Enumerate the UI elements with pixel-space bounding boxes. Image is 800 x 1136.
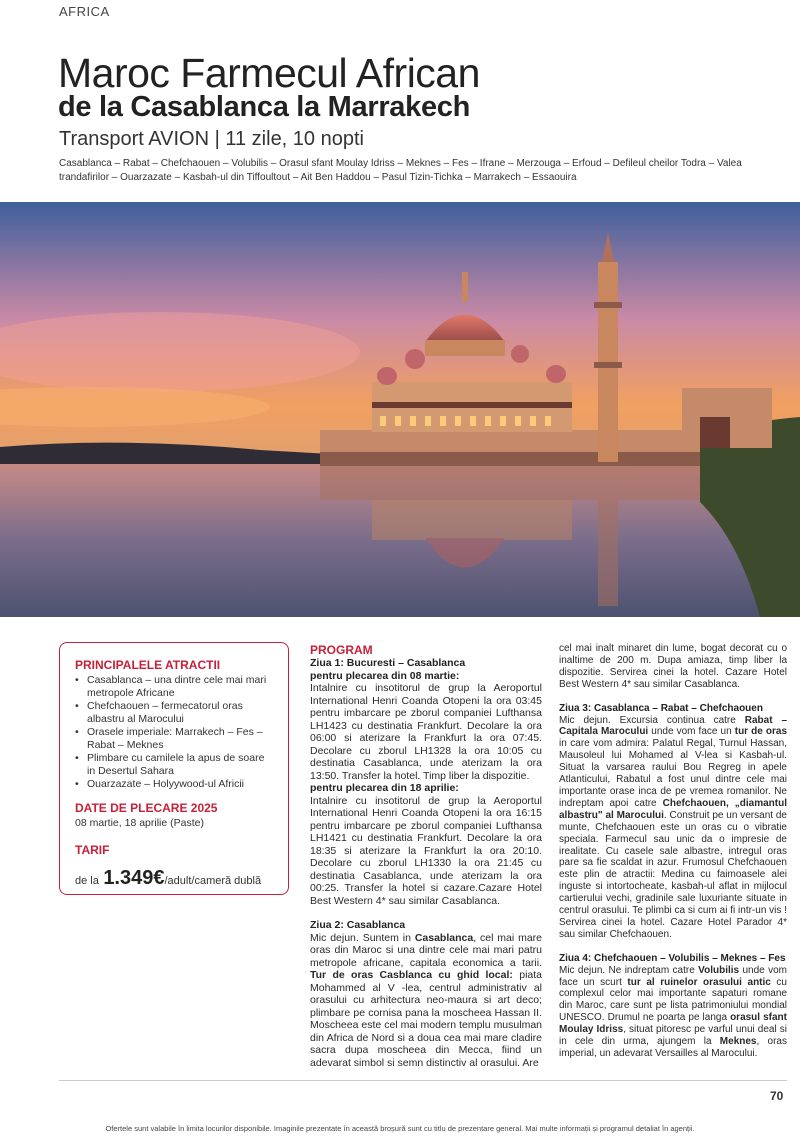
dates-heading: DATE DE PLECARE 2025 bbox=[75, 801, 218, 815]
day3-title: Ziua 3: Casablanca – Rabat – Chefchaouen bbox=[559, 702, 763, 714]
route-list: Casablanca – Rabat – Chefchaouen – Volubilis – Orasul sfant Moulay Idriss – Meknes – Fes – Ifrane – Merzouga – Erfoud – Defileul cheilor Todra – Valea trandafirilor – Ouarzazate – Kasbah-ul din Tiffoultout – Ait Ben Haddou – Pasul Tizin-Tichka – Marrakech – Essaouira bbox=[59, 158, 742, 183]
highlights-box bbox=[59, 642, 289, 895]
day4-title: Ziua 4: Chefchaouen – Volubilis – Meknes – Fes bbox=[559, 952, 786, 964]
region-label: AFRICA bbox=[59, 4, 110, 19]
day1-text-2: Intalnire cu insotitorul de grup la Aeroportul International Henri Coanda Otopeni la ora 16:15 pentru imbarcare pe zborul companiei Lufthansa LH1421 cu destinatia Frankfurt. Decolare la ora 18:35 si aterizare la Frankfurt la ora 20:10. Decolare cu zborul LH1330 la ora 21:45 cu destinatia Casablanca, unde aterizam la ora 00:25. Transfer la hotel si cazare.Cazare Hotel Best Western 4* sau similar Casablanca. bbox=[310, 794, 542, 907]
attraction-item: • Ouarzazate – Holyywood-ul Africii bbox=[75, 778, 274, 791]
program-column-2 bbox=[559, 643, 787, 1060]
price-amount: 1.349€ bbox=[103, 867, 165, 889]
transport-info: Transport AVION | 11 zile, 10 nopti bbox=[59, 128, 364, 150]
day1-departure-1: pentru plecarea din 08 martie: bbox=[310, 669, 460, 682]
footer-disclaimer: Ofertele sunt valabile în limita locurilor disponibile. Imaginile prezentate în această broșură sunt cu titlu de prezentare general. Mai multe informații și programul detaliat în agenții. bbox=[105, 1124, 695, 1133]
departure-dates: 08 martie, 18 aprilie (Paste) bbox=[75, 817, 204, 829]
day1-text-1: Intalnire cu insotitorul de grup la Aeroportul International Henri Coanda Otopeni la ora 03:45 pentru imbarcare pe zborul companiei Lufthansa LH1423 cu destinatia Frankfurt. Decolare la ora 06:00 si aterizare la Frankfurt la ora 07:45. Decolare cu zborul LH1328 la ora 10:05 cu destinatia Casablanca, unde aterizam la ora 13:50. Transfer la hotel. Timp liber la dispozitie. bbox=[310, 682, 542, 782]
day3-text: Mic dejun. Excursia continua catre Rabat – Capitala Marocului unde vom face un tur de oras in care vom admira: Palatul Regal, Turnul Hassan, Mausoleul lui Mohamed al V-lea si Kasbah-ul. Situat la varsarea raului Bou Regreg in apele Atlanticului, Rabatul a fost unul dintre cele mai importante orase inca de pe vremea romanilor. Ne indreptam apoi catre Chefchaouen, „diamantul albastru" al Marocului. Construit pe un versant de munte, Chefchaouen este un oras cu o vibratie speciala. Farmecul sau unic da o impresie de irealitate. Cu casele sale albastre, intregul oras pare sa fie scaldat in azur. Frumosul Chefchaouen este plin de atractii: Medina cu faimoasele alei inguste si intortocheate, kasbah-ul aflat in mijlocul cartierului vechi, gradinile sale luxuriante situate in centrul orasului. Te plimbi ca si cum ai fi intr-un vis ! Servirea cinei la hotel. Cazare Hotel Parador 4* sau similar Chefchaouen. bbox=[559, 714, 788, 940]
program-heading: PROGRAM bbox=[310, 643, 373, 657]
attraction-item: • Chefchaouen – fermecatorul oras albastru al Marocului bbox=[75, 700, 274, 726]
day1-title: Ziua 1: Bucuresti – Casablanca bbox=[310, 657, 466, 669]
attraction-item: • Orasele imperiale: Marrakech – Fes – Rabat – Meknes bbox=[75, 726, 274, 752]
attraction-item: • Plimbare cu camilele la apus de soare in Desertul Sahara bbox=[75, 752, 274, 778]
page-title: Maroc Farmecul African bbox=[58, 50, 480, 96]
price-suffix: /adult/cameră dublă bbox=[164, 875, 262, 887]
program-column-1 bbox=[310, 643, 542, 1069]
hero-image-mosque-sunset bbox=[0, 202, 800, 617]
mosque-illustration bbox=[0, 202, 800, 617]
day2-text: Mic dejun. Suntem in Casablanca, cel mai mare oras din Maroc si una dintre cele mai mari patru metropole africane, capitala economica a tarii. Tur de oras Casblanca cu ghid local: piata Mohammed al V -lea, centrul administrativ al orasului cu arhitectura neo-maura si art deco; plimbare pe cornisa pana la moscheea Hassan II. Moscheea este cel mai modern templu musulman din Africa de Nord si a doua cea mai mare cladire sacra dupa moscheea din Mecca, fiind un adevarat simbol si semn distinctiv al orasului. Are bbox=[310, 931, 543, 1069]
day2-text-continued: cel mai inalt minaret din lume, bogat decorat cu o inaltime de 200 m. Dupa amiaza, timp liber la dispozitie. Servirea cinei la hotel. Cazare Hotel Best Western 4* sau similar Casablanca. bbox=[559, 643, 787, 690]
price-prefix: de la bbox=[75, 875, 99, 887]
tariff-heading: TARIF bbox=[75, 843, 110, 857]
footer-divider bbox=[59, 1080, 787, 1081]
attractions-heading: PRINCIPALELE ATRACTII bbox=[75, 658, 221, 672]
day4-text: Mic dejun. Ne indreptam catre Volubilis unde vom face un scurt tur al ruinelor orasului antic cu complexul celor mai importante sapaturi romane din Maroc, care sunt pe lista patrimoniului mondial UNESCO. Drumul ne poarta pe langa orasul sfant Moulay Idriss, situat pitoresc pe varful unui deal si in cele din urma, ajungem la Meknes, oras imperial, un adevarat Versailles al Marocului. bbox=[559, 964, 788, 1059]
day1-departure-2: pentru plecarea din 18 aprilie: bbox=[310, 782, 459, 794]
attraction-item: • Casablanca – una dintre cele mai mari metropole Africane bbox=[75, 674, 274, 700]
page-number: 70 bbox=[770, 1089, 784, 1103]
page-subtitle: de la Casablanca la Marrakech bbox=[58, 91, 471, 123]
attractions-list bbox=[75, 674, 274, 791]
day2-title: Ziua 2: Casablanca bbox=[310, 919, 406, 931]
price-line bbox=[75, 867, 274, 890]
